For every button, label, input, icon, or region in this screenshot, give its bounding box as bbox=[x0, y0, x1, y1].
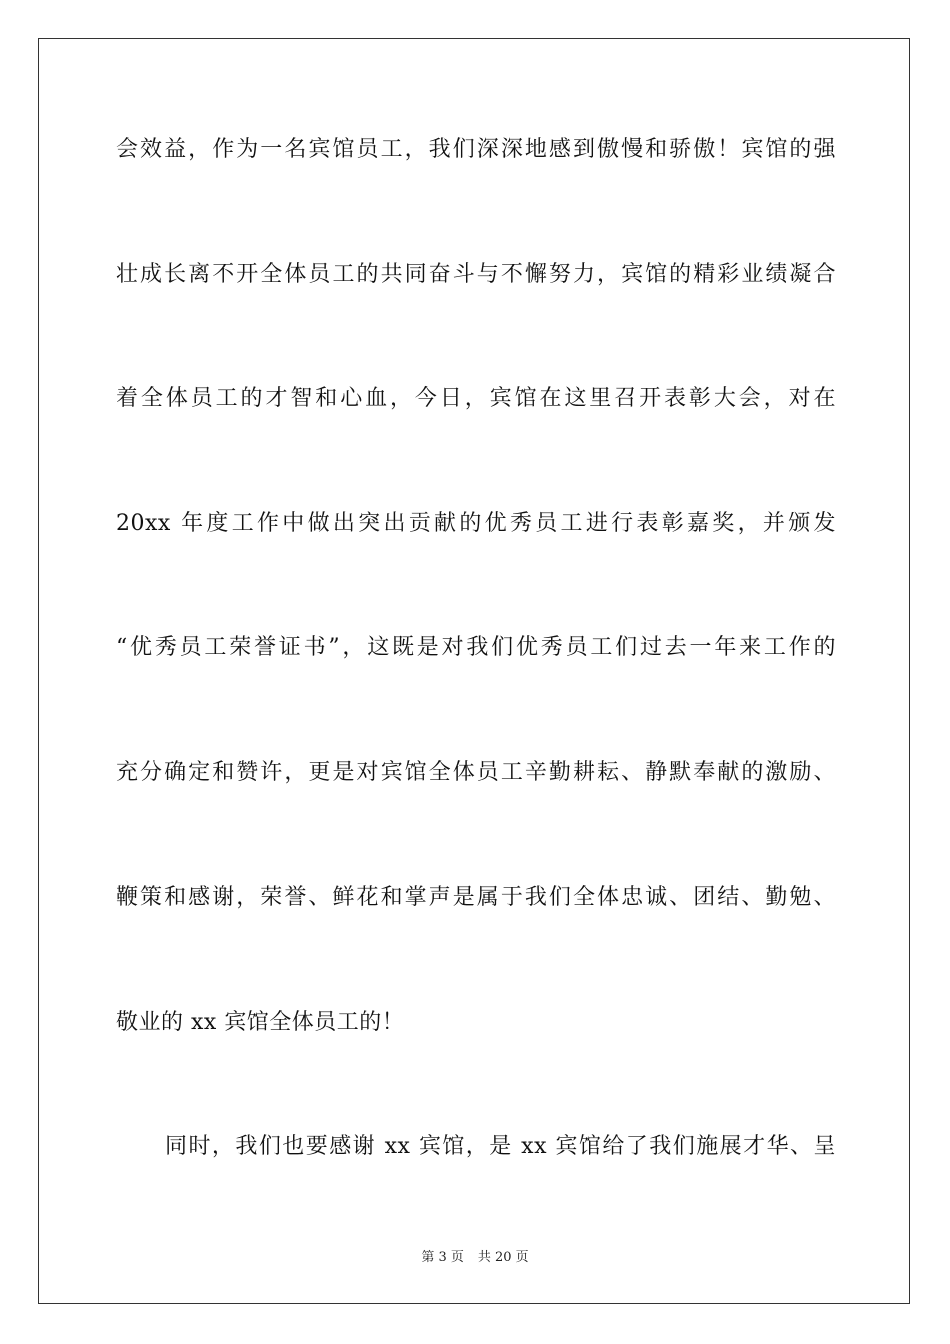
paragraph-start-line: 同时，我们也要感谢 xx 宾馆，是 xx 宾馆给了我们施展才华、呈 bbox=[165, 1134, 836, 1159]
page-border bbox=[38, 38, 910, 1304]
body-text-line-5: “优秀员工荣誉证书”，这既是对我们优秀员工们过去一年来工作的 bbox=[116, 635, 836, 660]
body-text-line-7: 鞭策和感谢，荣誉、鲜花和掌声是属于我们全体忠诚、团结、勤勉、 bbox=[116, 885, 836, 910]
body-text-line-4: 20xx 年度工作中做出突出贡献的优秀员工进行表彰嘉奖，并颁发 bbox=[116, 511, 836, 536]
page-number: 第 3 页 bbox=[421, 1250, 464, 1265]
body-text-line-6: 充分确定和赞许，更是对宾馆全体员工辛勤耕耘、静默奉献的激励、 bbox=[116, 760, 836, 785]
body-text-line-8: 敬业的 xx 宾馆全体员工的！ bbox=[116, 1010, 405, 1035]
body-text-line-1: 会效益，作为一名宾馆员工，我们深深地感到傲慢和骄傲！宾馆的强 bbox=[116, 137, 836, 162]
page-footer bbox=[0, 1246, 950, 1265]
body-text-line-2: 壮成长离不开全体员工的共同奋斗与不懈努力，宾馆的精彩业绩凝合 bbox=[116, 262, 836, 287]
body-text-line-3: 着全体员工的才智和心血，今日，宾馆在这里召开表彰大会，对在 bbox=[116, 386, 836, 411]
page-total: 共 20 页 bbox=[477, 1250, 529, 1265]
